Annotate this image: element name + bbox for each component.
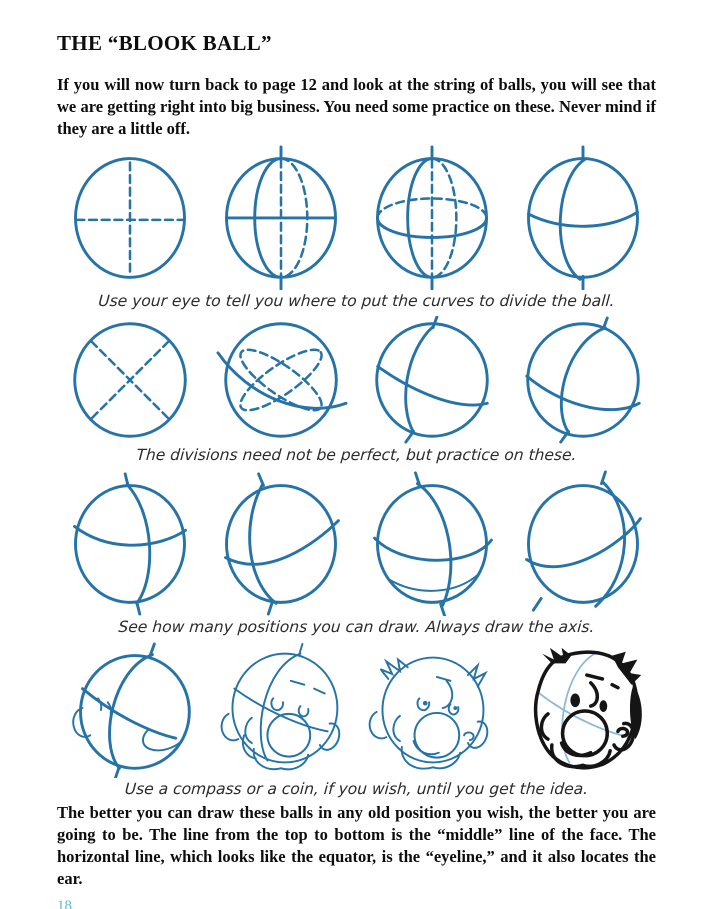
figure-head-construction — [57, 642, 207, 778]
caption-row-2: The divisions need not be perfect, but practice on these. — [135, 446, 578, 464]
figure-row-4 — [57, 642, 656, 778]
figure-head-sketch — [357, 642, 507, 778]
figure-ball-r1c3 — [359, 144, 505, 290]
figure-ball-r3c1 — [57, 470, 203, 616]
figure-ball-r3c2 — [208, 470, 354, 616]
figure-ball-r2c4 — [510, 316, 656, 444]
closing-paragraph: The better you can draw these balls in any old position you wish, the better you are going to be. The line from the top to bottom is the “middle” line of the face. The horizontal line, which looks like the equator, is the “eyeline,” and it also locates the ear. — [57, 803, 656, 888]
caption-row-4: Use a compass or a coin, if you wish, until you get the idea. — [124, 780, 589, 798]
figure-head-finished — [507, 642, 657, 778]
figure-head-features — [207, 642, 357, 778]
figure-ball-r1c1 — [57, 144, 203, 290]
figure-ball-r2c3 — [359, 316, 505, 444]
figure-ball-r3c4 — [510, 470, 656, 616]
figure-ball-r2c1 — [57, 316, 203, 444]
intro-paragraph: If you will now turn back to page 12 and look at the string of balls, you will see that we are getting right into big business. You need some practice on these. Never mind if they are a little off. — [57, 75, 656, 138]
caption-row-1: Use your eye to tell you where to put the curves to divide the ball. — [97, 292, 616, 310]
figure-ball-r1c4 — [510, 144, 656, 290]
figure-ball-r2c2 — [208, 316, 354, 444]
page-title: THE “BLOOK BALL” — [57, 31, 272, 55]
page-number: 18 — [57, 898, 72, 909]
figure-row-3 — [57, 470, 656, 616]
caption-row-3: See how many positions you can draw. Always draw the axis. — [117, 618, 596, 636]
figure-row-2 — [57, 316, 656, 444]
figure-ball-r3c3 — [359, 470, 505, 616]
figure-ball-r1c2 — [208, 144, 354, 290]
figure-row-1 — [57, 144, 656, 290]
